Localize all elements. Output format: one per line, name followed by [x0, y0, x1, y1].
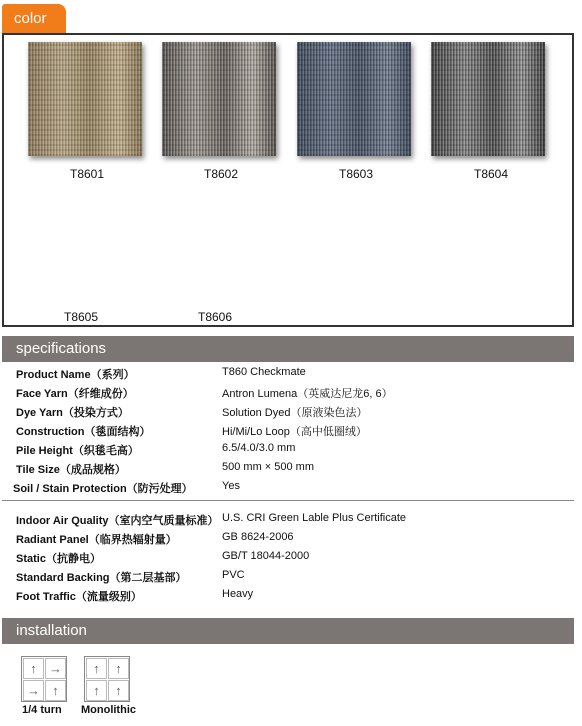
spec-label: Standard Backing（第二层基部）: [16, 572, 187, 584]
tile-code: T8606: [198, 310, 233, 324]
spec-value: T860 Checkmate: [222, 366, 306, 378]
spec-value: PVC: [222, 569, 245, 581]
spec-label: Radiant Panel（临界热辐射量）: [16, 534, 177, 546]
spec-row: [0, 385, 582, 404]
spec-value: Antron Lumena（英威达尼龙6, 6）: [222, 388, 393, 400]
arrow-up-icon: ↑: [108, 680, 129, 701]
arrow-up-icon: ↑: [86, 658, 107, 679]
color-tab: color: [2, 4, 66, 34]
spec-value: Yes: [222, 480, 240, 492]
tile-code: T8601: [70, 167, 105, 181]
spec-row: [0, 531, 582, 550]
monolithic-diagram: [84, 656, 130, 702]
carpet-tile-swatch-t8603: [297, 42, 411, 156]
specifications-header: specifications: [2, 336, 574, 362]
arrow-up-icon: ↑: [23, 658, 44, 679]
spec-value: GB/T 18044-2000: [222, 550, 310, 562]
spec-label: Pile Height（织毯毛高）: [16, 445, 139, 457]
installation-header: installation: [2, 618, 574, 644]
spec-row: [0, 569, 582, 588]
installation-method-label: Monolithic: [81, 704, 136, 716]
spec-label: Product Name（系列）: [16, 369, 135, 381]
spec-label: Face Yarn（纤维成份）: [16, 388, 134, 400]
spec-row: [0, 480, 582, 499]
spec-row: [0, 512, 582, 531]
carpet-tile-swatch-t8604: [431, 42, 545, 156]
tile-code: T8603: [339, 167, 374, 181]
arrow-right-icon: →: [45, 658, 66, 679]
spec-value: Heavy: [222, 588, 254, 600]
spec-label: Static（抗静电）: [16, 553, 101, 565]
carpet-tile-swatch-t8602: [162, 42, 276, 156]
arrow-up-icon: ↑: [86, 680, 107, 701]
spec-label: Soil / Stain Protection（防污处理）: [13, 483, 193, 495]
spec-row: [0, 550, 582, 569]
spec-row: [0, 404, 582, 423]
spec-value: U.S. CRI Green Lable Plus Certificate: [222, 512, 407, 524]
spec-value: Solution Dyed（原液染色法）: [222, 407, 368, 419]
tile-code: T8604: [474, 167, 509, 181]
spec-row: [0, 461, 582, 480]
installation-method-label: 1/4 turn: [22, 704, 62, 716]
arrow-up-icon: ↑: [108, 658, 129, 679]
spec-row: [0, 366, 582, 385]
carpet-tile-swatch-t8601: [28, 42, 142, 156]
arrow-right-icon: →: [23, 680, 44, 701]
spec-label: Tile Size（成品规格）: [16, 464, 126, 476]
spec-row: [0, 588, 582, 607]
tile-code: T8605: [64, 310, 99, 324]
tile-code: T8602: [204, 167, 239, 181]
spec-label: Construction（毯面结构）: [16, 426, 151, 438]
spec-label: Foot Traffic（流量级别）: [16, 591, 142, 603]
spec-row: [0, 442, 582, 461]
arrow-up-icon: ↑: [45, 680, 66, 701]
spec-value: 6.5/4.0/3.0 mm: [222, 442, 296, 454]
spec-value: 500 mm × 500 mm: [222, 461, 315, 473]
spec-label: Indoor Air Quality（室内空气质量标准）: [16, 515, 219, 527]
spec-value: Hi/Mi/Lo Loop（高中低圈绒）: [222, 426, 367, 438]
quarter-turn-diagram: [21, 656, 67, 702]
spec-value: GB 8624-2006: [222, 531, 294, 543]
section-divider: [2, 500, 574, 501]
spec-label: Dye Yarn（投染方式）: [16, 407, 129, 419]
spec-row: [0, 423, 582, 442]
